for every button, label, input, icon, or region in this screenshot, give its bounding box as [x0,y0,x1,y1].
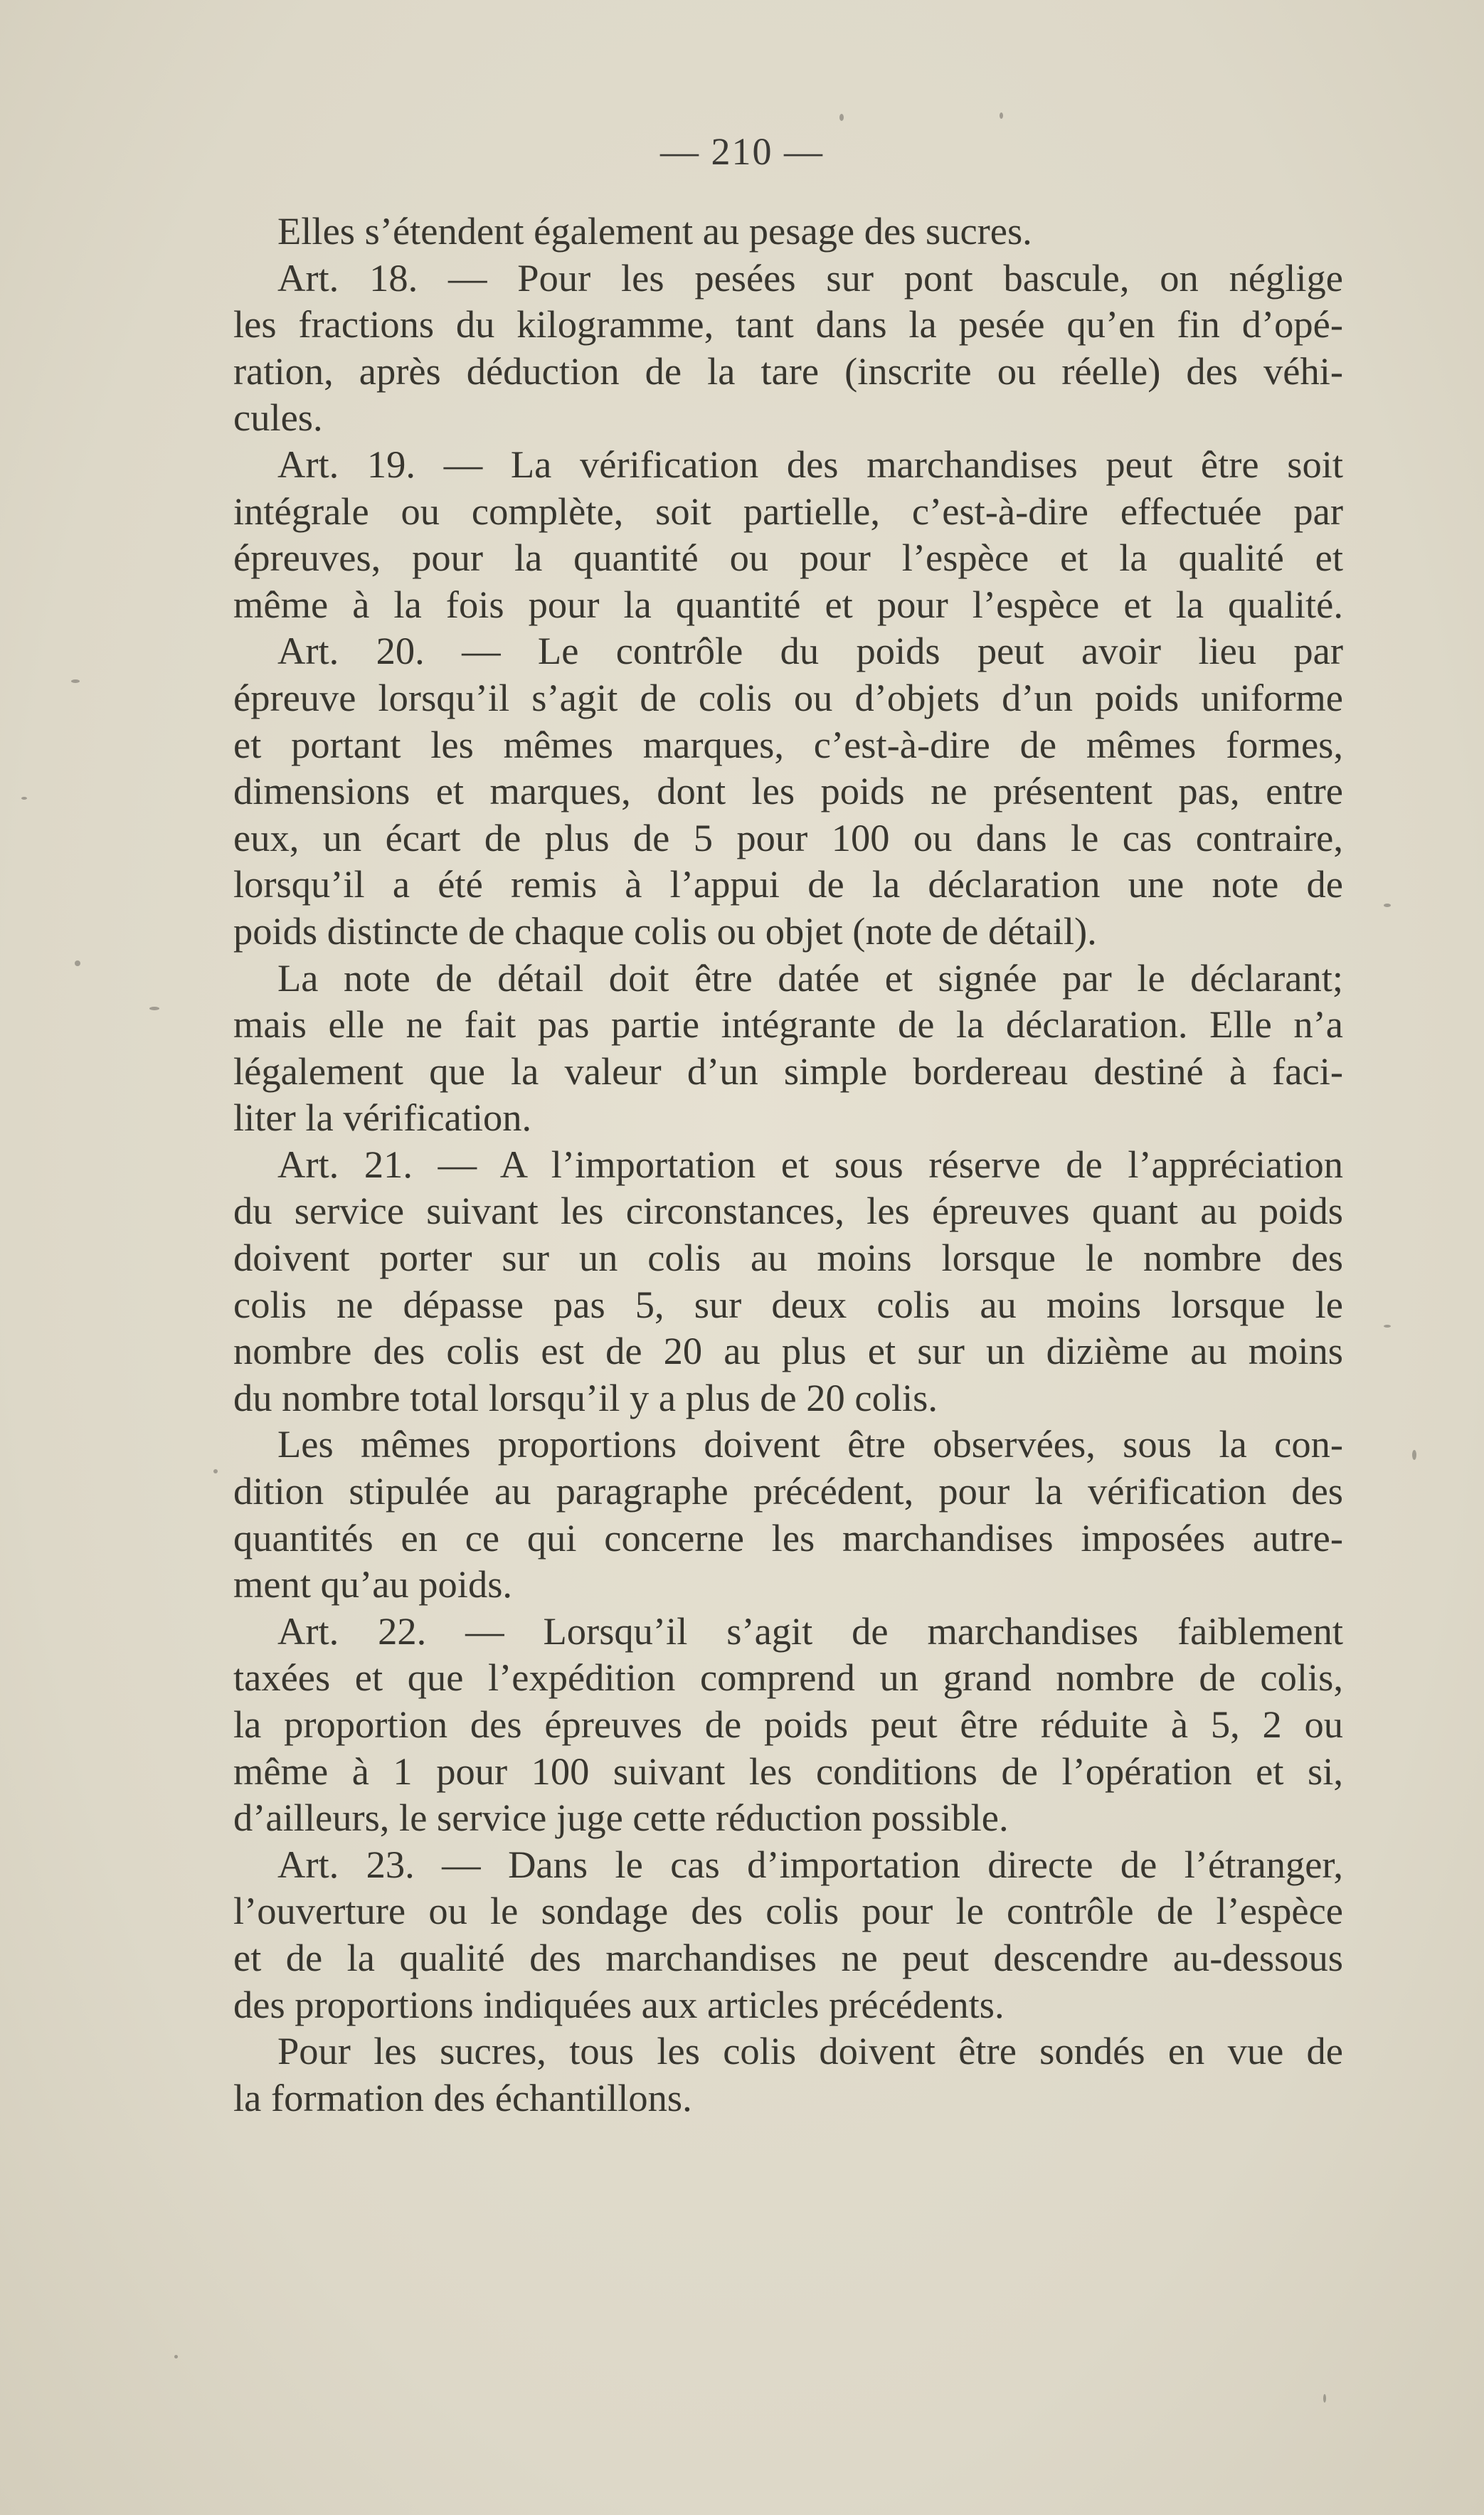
text-line: taxées et que l’expédition comprend un grand nombre de colis, [233,1656,1343,1700]
text-line: et portant les mêmes marques, c’est-à-dire de mêmes formes, [233,722,1343,766]
text-line: dition stipulée au paragraphe précédent, pour la vérification des [233,1469,1343,1513]
text-line: la formation des échantillons. [233,2075,692,2119]
scan-speck [71,679,80,683]
scan-speck [1323,2394,1326,2403]
text-line: Art. 23. — Dans le cas d’importation directe de l’étranger, [277,1842,1343,1886]
text-line: l’ouverture ou le sondage des colis pour le contrôle de l’espèce [233,1889,1343,1933]
text-line: Elles s’étendent également au pesage des sucres. [277,209,1032,253]
text-line: la proportion des épreuves de poids peut être réduite à 5, 2 ou [233,1703,1343,1746]
text-line: doivent porter sur un colis au moins lorsque le nombre des [233,1236,1343,1280]
text-line: légalement que la valeur d’un simple bordereau destiné à faci- [233,1049,1343,1093]
text-line: et de la qualité des marchandises ne peut descendre au-dessous [233,1935,1343,1979]
text-line: ration, après déduction de la tare (inscrite ou réelle) des véhi- [233,349,1343,393]
scan-speck [839,114,844,121]
text-line: cules. [233,396,323,440]
text-line: d’ailleurs, le service juge cette réduction possible. [233,1796,1009,1840]
body-text [233,208,1343,2121]
text-line: dimensions et marques, dont les poids ne présentent pas, entre [233,769,1343,813]
scan-speck [1000,112,1003,119]
text-line: du service suivant les circonstances, les épreuves quant au poids [233,1189,1343,1233]
scan-speck [174,2355,178,2358]
text-line: épreuve lorsqu’il s’agit de colis ou d’objets d’un poids uniforme [233,675,1343,719]
scan-speck [1384,904,1391,907]
text-line: liter la vérification. [233,1096,532,1140]
text-line: les fractions du kilogramme, tant dans la pesée qu’en fin d’opé- [233,302,1343,346]
text-line: eux, un écart de plus de 5 pour 100 ou dans le cas contraire, [233,815,1343,859]
text-line: quantités en ce qui concerne les marchandises imposées autre- [233,1515,1343,1560]
scan-speck [149,1007,159,1010]
text-line: Art. 20. — Le contrôle du poids peut avoir lieu par [277,629,1343,673]
scan-speck [213,1469,218,1473]
text-line: épreuves, pour la quantité ou pour l’espèce et la qualité et [233,536,1343,580]
text-line: des proportions indiquées aux articles précédents. [233,1982,1005,2026]
text-line: poids distincte de chaque colis ou objet (note de détail). [233,909,1097,953]
text-line: La note de détail doit être datée et signée par le déclarant; [277,955,1343,1000]
text-line: même à la fois pour la quantité et pour l’espèce et la qualité. [233,582,1343,626]
scan-speck [21,797,27,800]
text-line: colis ne dépasse pas 5, sur deux colis au moins lorsque le [233,1282,1343,1326]
text-line: mais elle ne fait pas partie intégrante de la déclaration. Elle n’a [233,1002,1343,1047]
text-line: nombre des colis est de 20 au plus et sur un dizième au moins [233,1329,1343,1373]
text-line: du nombre total lorsqu’il y a plus de 20 colis. [233,1375,938,1419]
text-line: Pour les sucres, tous les colis doivent être sondés en vue de [277,2029,1343,2073]
text-line: Les mêmes proportions doivent être observées, sous la con- [277,1422,1343,1466]
text-line: intégrale ou complète, soit partielle, c’est-à-dire effectuée par [233,489,1343,533]
scan-speck [1412,1450,1416,1460]
text-line: Art. 19. — La vérification des marchandises peut être soit [277,442,1343,486]
text-line: même à 1 pour 100 suivant les conditions de l’opération et si, [233,1749,1343,1793]
text-line: Art. 18. — Pour les pesées sur pont bascule, on néglige [277,255,1343,300]
text-line: Art. 22. — Lorsqu’il s’agit de marchandises faiblement [277,1609,1343,1653]
scan-speck [75,960,80,966]
scan-speck [1384,1325,1391,1328]
text-line: lorsqu’il a été remis à l’appui de la déclaration une note de [233,862,1343,906]
text-line: Art. 21. — A l’importation et sous réserve de l’appréciation [277,1142,1343,1186]
text-line: ment qu’au poids. [233,1562,513,1606]
page-number: — 210 — [660,130,824,173]
